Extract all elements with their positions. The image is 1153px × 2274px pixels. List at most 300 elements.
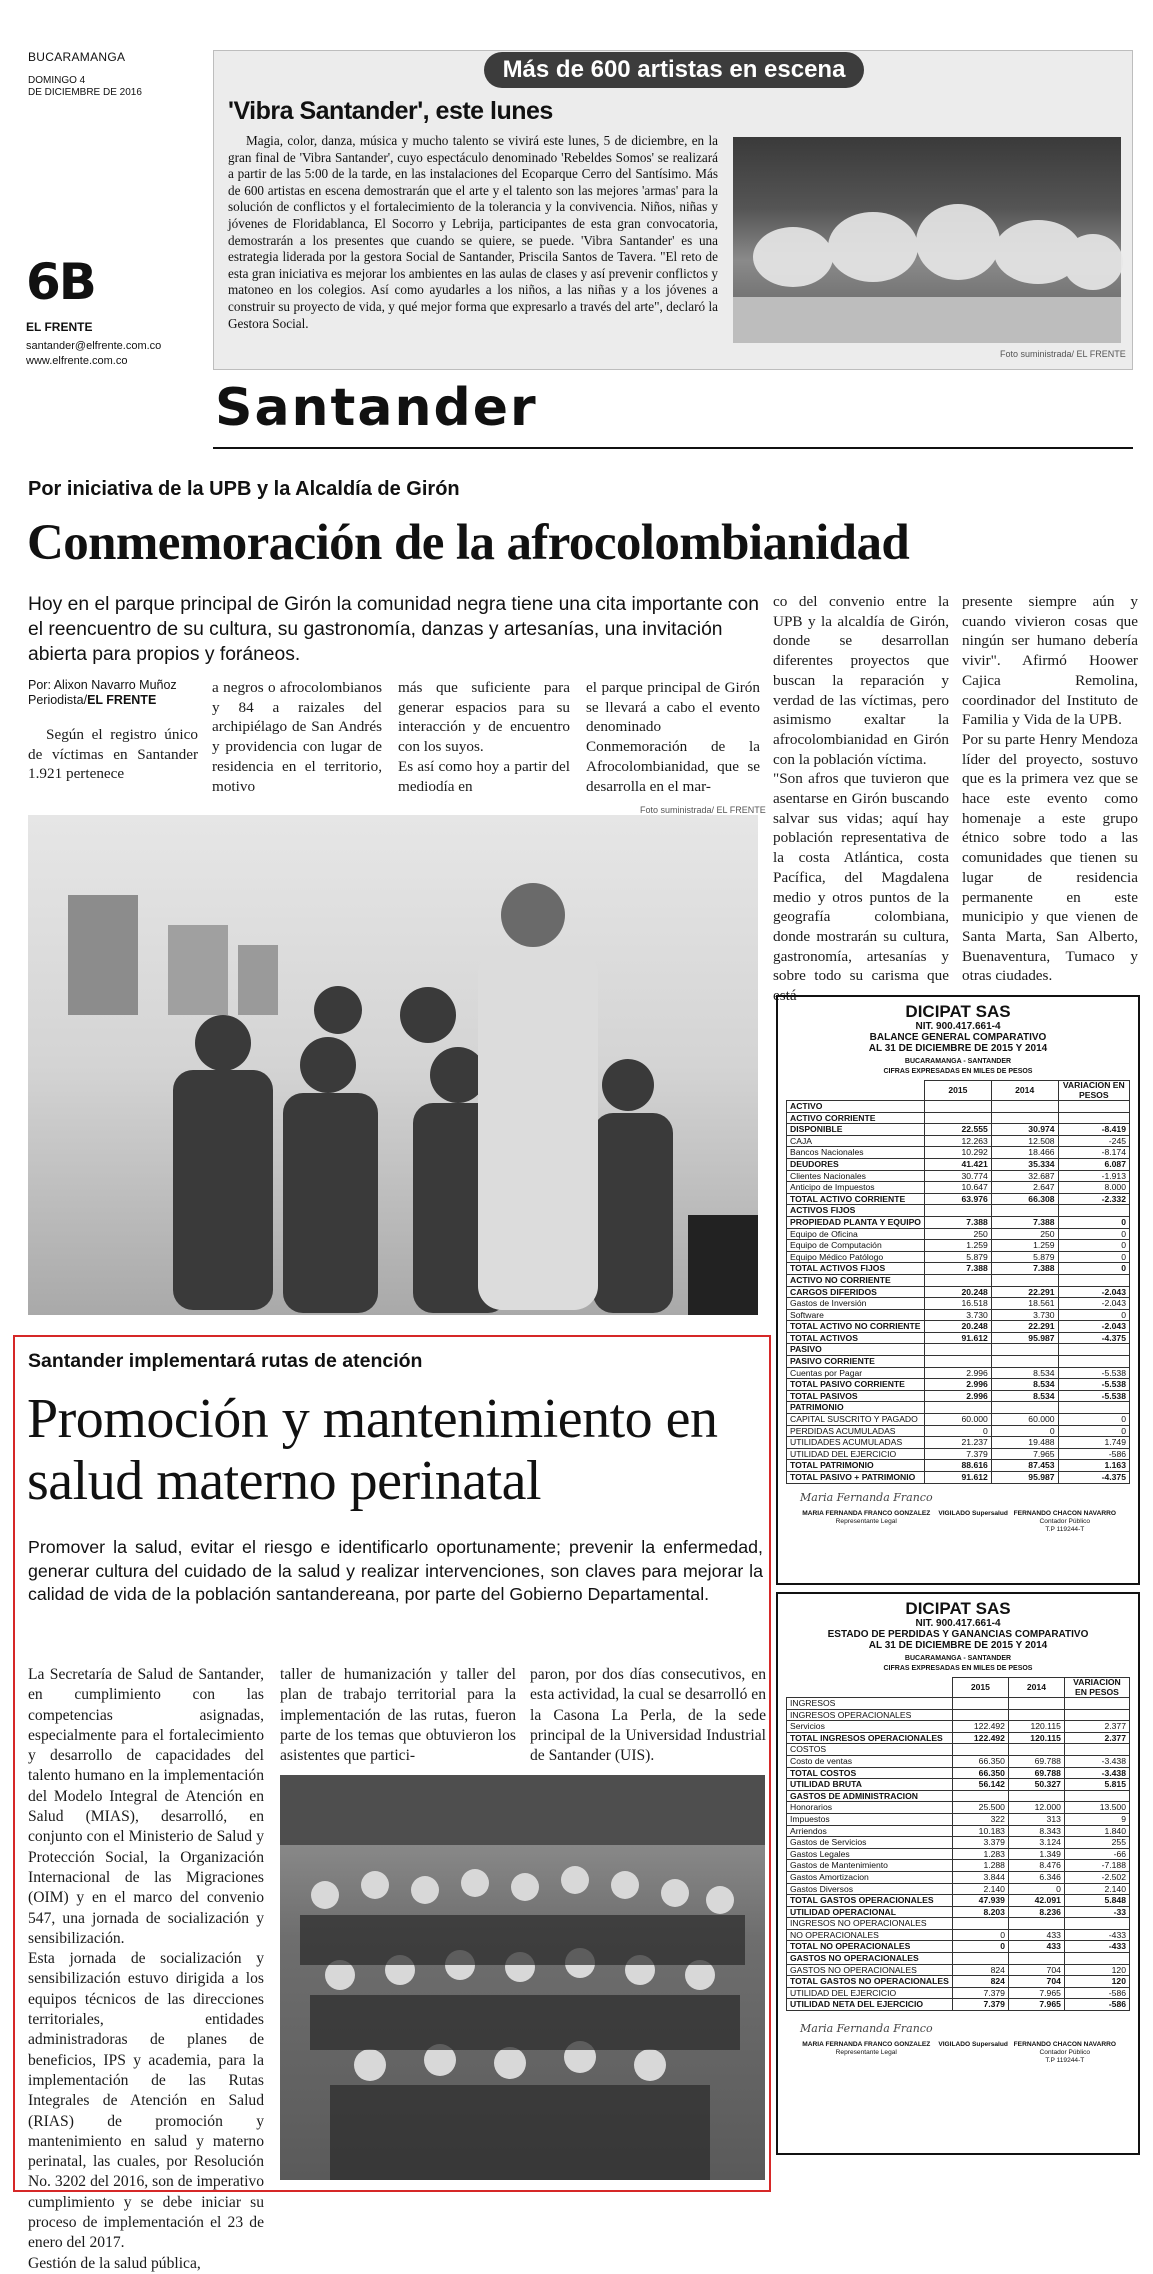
balance-row — [787, 1228, 1130, 1240]
pyg-cell: -33 — [1064, 1906, 1129, 1918]
balance-sign-right-name: FERNANDO CHACON NAVARRO — [1013, 1509, 1116, 1517]
balance-cell — [991, 1101, 1058, 1113]
balance-cell: 0 — [1058, 1414, 1129, 1426]
pyg-cell: Honorarios — [787, 1802, 953, 1814]
pyg-sign-left-role: Representante Legal — [835, 2049, 897, 2057]
balance-cell: PATRIMONIO — [787, 1402, 925, 1414]
byline-role: Periodista/EL FRENTE — [28, 693, 157, 707]
pyg-cell: 120.115 — [1008, 1721, 1064, 1733]
top-feature-banner: Más de 600 artistas en escena — [484, 52, 864, 88]
pyg-cell: 704 — [1008, 1964, 1064, 1976]
pyg-cell — [1064, 1790, 1129, 1802]
pyg-sign-right — [1014, 2025, 1116, 2065]
balance-cell: 7.379 — [925, 1448, 992, 1460]
balance-row — [787, 1390, 1130, 1402]
balance-cell — [1058, 1274, 1129, 1286]
balance-cell: 35.334 — [991, 1158, 1058, 1170]
balance-cell: ACTIVO CORRIENTE — [787, 1112, 925, 1124]
pyg-cell: 47.939 — [952, 1895, 1008, 1907]
section-rule — [213, 447, 1133, 449]
top-feature-body: Magia, color, danza, música y mucho talento se vivirá este lunes, 5 de diciembre, en la gran final de 'Vibra Santander', cuyo espectáculo denominado 'Rebeldes Somos' se realizará a partir de las 5:00 de la tarde, en las instalaciones del Ecoparque Cerro del Santísimo. Más de 600 artistas en escena demostrarán que el arte y el talento son las mejores 'armas' para la solución de conflictos y el fortalecimiento de la tolerancia y la convivencia. Niños, niñas y jóvenes de Floridablanca, El Socorro y Lebrija, participantes de esta gran convocatoria, demostrarán a los presentes que cuando se quiere, se puede. 'Vibra Santander' es una estrategia liderada por la gestora Social de Santander, Priscila Santos de Tavera. "El reto de esta gran iniciativa es mejorar los ambientes en las aulas de clases y así prevenir conflictos y matoneo en los colegios. Así como ayudarles a los niños, a las niñas y a los jóvenes a construir su proyecto de vida, y qué mejor forma que expresarlo a través del arte", declaró la Gestora Social. — [228, 133, 718, 331]
afro-col-1: Según el registro único de víctimas en Santander 1.921 pertenece — [28, 726, 198, 783]
balance-row — [787, 1472, 1130, 1484]
pyg-row — [787, 1767, 1130, 1779]
balance-row — [787, 1414, 1130, 1426]
pyg-col-2015: 2015 — [952, 1678, 1008, 1698]
pyg-cell — [952, 1953, 1008, 1965]
balance-row — [787, 1309, 1130, 1321]
health-lead: Promover la salud, evitar el riesgo e identificarlo oportunamente; prevenir la enfermedad, generar cultura del cuidado de la salud y realizar intervenciones, son claves para mejorar la calidad de vida de la población santandereana, por parte del Gobierno Departamental. — [28, 1537, 763, 1604]
pyg-cell: 322 — [952, 1813, 1008, 1825]
masthead-city: BUCARAMANGA — [28, 50, 126, 64]
balance-cell: 19.488 — [991, 1437, 1058, 1449]
balance-cell: 0 — [1058, 1263, 1129, 1275]
pyg-cell: Impuestos — [787, 1813, 953, 1825]
balance-cell: ACTIVO NO CORRIENTE — [787, 1274, 925, 1286]
balance-row — [787, 1182, 1130, 1194]
balance-cell — [925, 1402, 992, 1414]
dancers-photo — [733, 137, 1121, 343]
balance-cell: 22.555 — [925, 1124, 992, 1136]
balance-cell: 1.259 — [925, 1240, 992, 1252]
balance-cell: TOTAL PASIVOS — [787, 1390, 925, 1402]
pyg-nit: NIT. 900.417.661-4 — [915, 1618, 1001, 1629]
afro-col-4: el parque principal de Girón se llevará a cabo el evento denominado Conmemoración de la Afrocolombianidad, que se desarrolla en el mar- — [586, 679, 760, 795]
pyg-cell — [952, 1744, 1008, 1756]
balance-cell: CAPITAL SUSCRITO Y PAGADO — [787, 1414, 925, 1426]
pyg-cell: -3.438 — [1064, 1767, 1129, 1779]
balance-cell: Equipo de Oficina — [787, 1228, 925, 1240]
balance-row — [787, 1101, 1130, 1113]
balance-cell — [925, 1274, 992, 1286]
balance-cell: 16.518 — [925, 1298, 992, 1310]
balance-cell: PASIVO CORRIENTE — [787, 1356, 925, 1368]
balance-cell — [991, 1205, 1058, 1217]
pyg-cell: 313 — [1008, 1813, 1064, 1825]
pyg-cell: 9 — [1064, 1813, 1129, 1825]
balance-sign-right-role: Contador Público — [1039, 1517, 1091, 1525]
balance-cell: -5.538 — [1058, 1367, 1129, 1379]
pyg-col-var: VARIACION EN PESOS — [1064, 1678, 1129, 1698]
balance-location: BUCARAMANGA - SANTANDER — [904, 1058, 1012, 1065]
balance-row — [787, 1274, 1130, 1286]
pyg-cell: 0 — [952, 1941, 1008, 1953]
balance-cell: 63.976 — [925, 1193, 992, 1205]
balance-cell: Bancos Nacionales — [787, 1147, 925, 1159]
pyg-signature-left-scrawl: Maria Fernanda Franco — [800, 2022, 933, 2036]
pyg-cell: 1.840 — [1064, 1825, 1129, 1837]
balance-cell — [1058, 1101, 1129, 1113]
pyg-cell: TOTAL GASTOS NO OPERACIONALES — [787, 1976, 953, 1988]
balance-cell: 3.730 — [991, 1309, 1058, 1321]
pyg-cell — [1064, 1953, 1129, 1965]
balance-ad — [776, 995, 1140, 1585]
pyg-row — [787, 1790, 1130, 1802]
pyg-row — [787, 1837, 1130, 1849]
balance-cell: Cuentas por Pagar — [787, 1367, 925, 1379]
balance-cell: TOTAL PATRIMONIO — [787, 1460, 925, 1472]
balance-cell: 8.000 — [1058, 1182, 1129, 1194]
pyg-row — [787, 1929, 1130, 1941]
pyg-cell: 1.288 — [952, 1860, 1008, 1872]
pyg-cell: 69.788 — [1008, 1767, 1064, 1779]
balance-row — [787, 1147, 1130, 1159]
afro-group-photo — [28, 815, 758, 1315]
balance-row — [787, 1263, 1130, 1275]
balance-cell: 8.534 — [991, 1390, 1058, 1402]
balance-cell: 95.987 — [991, 1332, 1058, 1344]
pyg-row — [787, 1825, 1130, 1837]
pyg-row — [787, 1918, 1130, 1930]
pyg-cell: 56.142 — [952, 1779, 1008, 1791]
pyg-cell — [1008, 1709, 1064, 1721]
pyg-cell: GASTOS NO OPERACIONALES — [787, 1964, 953, 1976]
balance-cell — [1058, 1205, 1129, 1217]
pyg-cell: -66 — [1064, 1848, 1129, 1860]
pyg-cell: 7.965 — [1008, 1987, 1064, 1999]
pyg-sign-right-role: Contador Público — [1039, 2049, 1091, 2057]
pyg-cell — [1008, 1918, 1064, 1930]
balance-cell: 1.749 — [1058, 1437, 1129, 1449]
pyg-cell: GASTOS NO OPERACIONALES — [787, 1953, 953, 1965]
pyg-cell: INGRESOS NO OPERACIONALES — [787, 1918, 953, 1930]
pyg-cell: 66.350 — [952, 1755, 1008, 1767]
balance-cell: 7.965 — [991, 1448, 1058, 1460]
balance-row — [787, 1321, 1130, 1333]
balance-cell: UTILIDAD DEL EJERCICIO — [787, 1448, 925, 1460]
balance-cell — [925, 1101, 992, 1113]
balance-cell: UTILIDADES ACUMULADAS — [787, 1437, 925, 1449]
balance-row — [787, 1251, 1130, 1263]
balance-cell: -8.174 — [1058, 1147, 1129, 1159]
balance-row — [787, 1356, 1130, 1368]
balance-row — [787, 1460, 1130, 1472]
pyg-cell: 8.236 — [1008, 1906, 1064, 1918]
balance-cell: 3.730 — [925, 1309, 992, 1321]
balance-cell: 20.248 — [925, 1286, 992, 1298]
balance-cell — [1058, 1402, 1129, 1414]
balance-title2: AL 31 DE DICIEMBRE DE 2015 Y 2014 — [868, 1043, 1048, 1054]
pyg-cell: Gastos Amortizacion — [787, 1871, 953, 1883]
pyg-cell: 122.492 — [952, 1721, 1008, 1733]
balance-vigilado: VIGILADO Supersalud — [938, 1509, 1008, 1517]
balance-row — [787, 1367, 1130, 1379]
pyg-row — [787, 1802, 1130, 1814]
pyg-cell: 42.091 — [1008, 1895, 1064, 1907]
balance-cell: 18.561 — [991, 1298, 1058, 1310]
balance-cell: -2.043 — [1058, 1321, 1129, 1333]
balance-signatures — [786, 1490, 1130, 1534]
pyg-cell — [1064, 1744, 1129, 1756]
balance-cell: 1.163 — [1058, 1460, 1129, 1472]
pyg-cell: 120 — [1064, 1964, 1129, 1976]
pyg-cell: 10.183 — [952, 1825, 1008, 1837]
balance-cell: 0 — [1058, 1240, 1129, 1252]
balance-cell: 7.388 — [991, 1216, 1058, 1228]
pyg-cell: 13.500 — [1064, 1802, 1129, 1814]
balance-cell: Equipo de Computación — [787, 1240, 925, 1252]
pyg-cell: Servicios — [787, 1721, 953, 1733]
pyg-cell — [952, 1698, 1008, 1710]
pyg-row — [787, 1755, 1130, 1767]
balance-cell: 6.087 — [1058, 1158, 1129, 1170]
pyg-cell: 824 — [952, 1964, 1008, 1976]
balance-cell: ACTIVO — [787, 1101, 925, 1113]
health-headline: Promoción y mantenimiento en salud materno perinatal — [27, 1388, 718, 1512]
balance-cell — [991, 1356, 1058, 1368]
pyg-table — [786, 1677, 1130, 2011]
pyg-cell — [1008, 1698, 1064, 1710]
pyg-cell: 120 — [1064, 1976, 1129, 1988]
balance-cell: 2.996 — [925, 1379, 992, 1391]
pyg-location: BUCARAMANGA - SANTANDER — [904, 1655, 1012, 1662]
balance-cell — [1058, 1112, 1129, 1124]
balance-cell: Anticipo de Impuestos — [787, 1182, 925, 1194]
balance-cell: PERDIDAS ACUMULADAS — [787, 1425, 925, 1437]
pyg-cell: 12.000 — [1008, 1802, 1064, 1814]
balance-cell: 95.987 — [991, 1472, 1058, 1484]
balance-cell: -5.538 — [1058, 1390, 1129, 1402]
pyg-cell: TOTAL GASTOS OPERACIONALES — [787, 1895, 953, 1907]
pyg-cell: TOTAL NO OPERACIONALES — [787, 1941, 953, 1953]
pyg-row — [787, 1999, 1130, 2011]
pyg-cell: 255 — [1064, 1837, 1129, 1849]
pyg-cell: 7.379 — [952, 1999, 1008, 2011]
balance-title1: BALANCE GENERAL COMPARATIVO — [869, 1032, 1047, 1043]
pyg-cell: 7.379 — [952, 1987, 1008, 1999]
paper-email: santander@elfrente.com.co — [26, 340, 162, 352]
balance-cell: 66.308 — [991, 1193, 1058, 1205]
balance-row — [787, 1135, 1130, 1147]
balance-row — [787, 1425, 1130, 1437]
pyg-row — [787, 1976, 1130, 1988]
pyg-cell — [952, 1918, 1008, 1930]
balance-row — [787, 1379, 1130, 1391]
pyg-cell: Gastos de Mantenimiento — [787, 1860, 953, 1872]
balance-cell: 41.421 — [925, 1158, 992, 1170]
pyg-cell: 3.124 — [1008, 1837, 1064, 1849]
pyg-cell: 69.788 — [1008, 1755, 1064, 1767]
pyg-cell: 2.140 — [1064, 1883, 1129, 1895]
balance-cell: TOTAL PASIVO + PATRIMONIO — [787, 1472, 925, 1484]
balance-cell — [925, 1205, 992, 1217]
balance-cell: 10.647 — [925, 1182, 992, 1194]
balance-cell: 5.879 — [925, 1251, 992, 1263]
pyg-signature-right-scrawl — [1014, 2025, 1116, 2041]
pyg-cell: 66.350 — [952, 1767, 1008, 1779]
health-col-2: taller de humanización y taller del plan de trabajo territorial para la implementación de las rutas, fueron parte de los temas que obtuvieron los asistentes que partici- — [280, 1666, 516, 1765]
pyg-cell: TOTAL INGRESOS OPERACIONALES — [787, 1732, 953, 1744]
balance-cell: 30.974 — [991, 1124, 1058, 1136]
pyg-sign-right-tp: T.P 119244-T — [1045, 2057, 1085, 2065]
pyg-row — [787, 1964, 1130, 1976]
balance-cell: -586 — [1058, 1448, 1129, 1460]
balance-cell: 22.291 — [991, 1286, 1058, 1298]
balance-cell — [925, 1112, 992, 1124]
pyg-cell: Gastos Diversos — [787, 1883, 953, 1895]
pyg-cell: 2.377 — [1064, 1732, 1129, 1744]
pyg-cell: 824 — [952, 1976, 1008, 1988]
balance-cell: 2.996 — [925, 1390, 992, 1402]
balance-cell: 12.263 — [925, 1135, 992, 1147]
pyg-company: DICIPAT SAS — [905, 1599, 1011, 1618]
pyg-cell: UTILIDAD BRUTA — [787, 1779, 953, 1791]
balance-cell: TOTAL ACTIVOS FIJOS — [787, 1263, 925, 1275]
pyg-cell: -433 — [1064, 1929, 1129, 1941]
pyg-units: CIFRAS EXPRESADAS EN MILES DE PESOS — [883, 1665, 1033, 1672]
balance-cell: 0 — [925, 1425, 992, 1437]
balance-cell: -245 — [1058, 1135, 1129, 1147]
pyg-cell: 8.343 — [1008, 1825, 1064, 1837]
pyg-row — [787, 1848, 1130, 1860]
pyg-cell: 704 — [1008, 1976, 1064, 1988]
afro-col-3: más que suficiente para generar espacios para su interacción y de encuentro con los suyos. Es así como hoy a partir del mediodía en — [398, 679, 570, 795]
pyg-cell: 1.349 — [1008, 1848, 1064, 1860]
balance-cell: 91.612 — [925, 1332, 992, 1344]
pyg-cell: COSTOS — [787, 1744, 953, 1756]
balance-cell: 8.534 — [991, 1367, 1058, 1379]
balance-row — [787, 1437, 1130, 1449]
paper-web: www.elfrente.com.co — [26, 355, 128, 367]
pyg-sign-left-name: MARIA FERNANDA FRANCO GONZALEZ — [802, 2041, 931, 2049]
balance-cell: Clientes Nacionales — [787, 1170, 925, 1182]
balance-cell: 0 — [991, 1425, 1058, 1437]
balance-row — [787, 1332, 1130, 1344]
balance-cell: 87.453 — [991, 1460, 1058, 1472]
pyg-cell: 0 — [952, 1929, 1008, 1941]
balance-row — [787, 1124, 1130, 1136]
pyg-row — [787, 1895, 1130, 1907]
afro-col-6: presente siempre aún y cuando vivieron cosas que ningún ser humano debería vivir". Afirmó Hoower Cajica Remolina, coordinador del Instituto de Familia y Vida de la UPB. Por su parte Henry Mendoza líder del proyecto, sostuvo que es la primera vez que se hace este evento como homenaje a este grupo étnico sobre todo a las comunidades que tienen su lugar de residencia permanente en este municipio y que vienen de Santa Marta, San Alberto, Buenaventura, Tumaco y otras ciudades. — [962, 593, 1138, 985]
balance-cell: 5.879 — [991, 1251, 1058, 1263]
balance-cell: -8.419 — [1058, 1124, 1129, 1136]
balance-row — [787, 1286, 1130, 1298]
pyg-cell: Costo de ventas — [787, 1755, 953, 1767]
pyg-cell — [1064, 1709, 1129, 1721]
pyg-title2: AL 31 DE DICIEMBRE DE 2015 Y 2014 — [868, 1640, 1048, 1651]
afro-col-5: co del convenio entre la UPB y la alcaldía de Girón, donde se desarrollan diferentes proyectos que buscan la reparación y verdad de las víctimas, pero asimismo exaltar la afrocolombianidad en Girón con la población víctima. "Son afros que tuvieron que asentarse en Girón buscando salvar sus vidas; aquí hay población representativa de la costa Atlántica, costa Pacífica, del Magdalena medio y otros puntos de la geografía colombiana, donde mostrarán su cultura, gastronomía, artesanías y sobre todo su carisma que está — [773, 593, 949, 1005]
balance-cell — [1058, 1344, 1129, 1356]
pyg-cell: 0 — [1008, 1883, 1064, 1895]
pyg-cell: INGRESOS OPERACIONALES — [787, 1709, 953, 1721]
pyg-sign-right-name: FERNANDO CHACON NAVARRO — [1013, 2041, 1116, 2049]
balance-cell: 0 — [1058, 1228, 1129, 1240]
pyg-cell: 25.500 — [952, 1802, 1008, 1814]
balance-cell: 60.000 — [925, 1414, 992, 1426]
pyg-cell — [1008, 1953, 1064, 1965]
pyg-cell: 3.844 — [952, 1871, 1008, 1883]
balance-cell: Gastos de Inversión — [787, 1298, 925, 1310]
balance-cell: 8.534 — [991, 1379, 1058, 1391]
top-feature-title: 'Vibra Santander', este lunes — [228, 97, 553, 125]
balance-cell: DISPONIBLE — [787, 1124, 925, 1136]
pyg-cell: 1.283 — [952, 1848, 1008, 1860]
masthead-date: DOMINGO 4 DE DICIEMBRE DE 2016 — [28, 75, 142, 98]
dancers-photo-credit: Foto suministrada/ EL FRENTE — [1000, 349, 1126, 359]
balance-units: CIFRAS EXPRESADAS EN MILES DE PESOS — [883, 1068, 1033, 1075]
balance-sign-left — [800, 1490, 933, 1534]
paper-name: EL FRENTE — [26, 320, 93, 334]
pyg-cell: 5.848 — [1064, 1895, 1129, 1907]
pyg-row — [787, 1953, 1130, 1965]
balance-cell: 0 — [1058, 1251, 1129, 1263]
afro-photo-credit: Foto suministrada/ EL FRENTE — [640, 805, 766, 815]
pyg-cell: -586 — [1064, 1987, 1129, 1999]
pyg-cell: UTILIDAD NETA DEL EJERCICIO — [787, 1999, 953, 2011]
pyg-cell: 5.815 — [1064, 1779, 1129, 1791]
balance-cell — [991, 1274, 1058, 1286]
pyg-cell: GASTOS DE ADMINISTRACION — [787, 1790, 953, 1802]
pyg-cell: 6.346 — [1008, 1871, 1064, 1883]
pyg-cell: Arriendos — [787, 1825, 953, 1837]
health-kicker: Santander implementará rutas de atención — [28, 1350, 423, 1372]
balance-cell: 250 — [925, 1228, 992, 1240]
balance-cell — [991, 1344, 1058, 1356]
pyg-cell: -2.502 — [1064, 1871, 1129, 1883]
balance-cell: -1.913 — [1058, 1170, 1129, 1182]
pyg-cell: 433 — [1008, 1929, 1064, 1941]
balance-cell: -5.538 — [1058, 1379, 1129, 1391]
balance-cell — [925, 1356, 992, 1368]
balance-cell — [925, 1344, 992, 1356]
balance-cell: CAJA — [787, 1135, 925, 1147]
balance-cell: TOTAL ACTIVOS — [787, 1332, 925, 1344]
balance-cell — [991, 1402, 1058, 1414]
balance-cell: 10.292 — [925, 1147, 992, 1159]
balance-cell: -2.043 — [1058, 1286, 1129, 1298]
balance-row — [787, 1112, 1130, 1124]
byline-name: Por: Alixon Navarro Muñoz — [28, 678, 177, 692]
balance-cell: 0 — [1058, 1309, 1129, 1321]
balance-signature-right-scrawl — [1014, 1494, 1116, 1510]
balance-cell: 91.612 — [925, 1472, 992, 1484]
pyg-cell: 8.476 — [1008, 1860, 1064, 1872]
pyg-cell: Gastos de Servicios — [787, 1837, 953, 1849]
pyg-ad — [776, 1592, 1140, 2155]
pyg-cell — [1008, 1790, 1064, 1802]
balance-cell: 0 — [1058, 1216, 1129, 1228]
pyg-row — [787, 1871, 1130, 1883]
pyg-row — [787, 1721, 1130, 1733]
balance-cell: 7.388 — [991, 1263, 1058, 1275]
pyg-row — [787, 1709, 1130, 1721]
pyg-cell: -3.438 — [1064, 1755, 1129, 1767]
balance-row — [787, 1240, 1130, 1252]
pyg-cell — [952, 1790, 1008, 1802]
pyg-cell: 3.379 — [952, 1837, 1008, 1849]
pyg-row — [787, 1698, 1130, 1710]
balance-cell: 60.000 — [991, 1414, 1058, 1426]
afro-col-2: a negros o afrocolombianos y 84 a raizales del archipiélago de San Andrés y providencia con lugar de residencia en el territorio, motivo — [212, 679, 382, 795]
pyg-row — [787, 1744, 1130, 1756]
pyg-cell: 50.327 — [1008, 1779, 1064, 1791]
health-group-photo — [280, 1775, 765, 2180]
balance-cell: 12.508 — [991, 1135, 1058, 1147]
pyg-cell: 8.203 — [952, 1906, 1008, 1918]
balance-cell: -2.332 — [1058, 1193, 1129, 1205]
balance-cell: PROPIEDAD PLANTA Y EQUIPO — [787, 1216, 925, 1228]
balance-row — [787, 1193, 1130, 1205]
balance-cell: 20.248 — [925, 1321, 992, 1333]
pyg-signatures — [786, 2022, 1130, 2065]
pyg-cell: 2.377 — [1064, 1721, 1129, 1733]
pyg-cell — [952, 1709, 1008, 1721]
balance-cell: 22.291 — [991, 1321, 1058, 1333]
pyg-cell: 122.492 — [952, 1732, 1008, 1744]
afro-byline — [28, 678, 177, 708]
balance-cell: PASIVO — [787, 1344, 925, 1356]
balance-col-2014: 2014 — [991, 1081, 1058, 1101]
